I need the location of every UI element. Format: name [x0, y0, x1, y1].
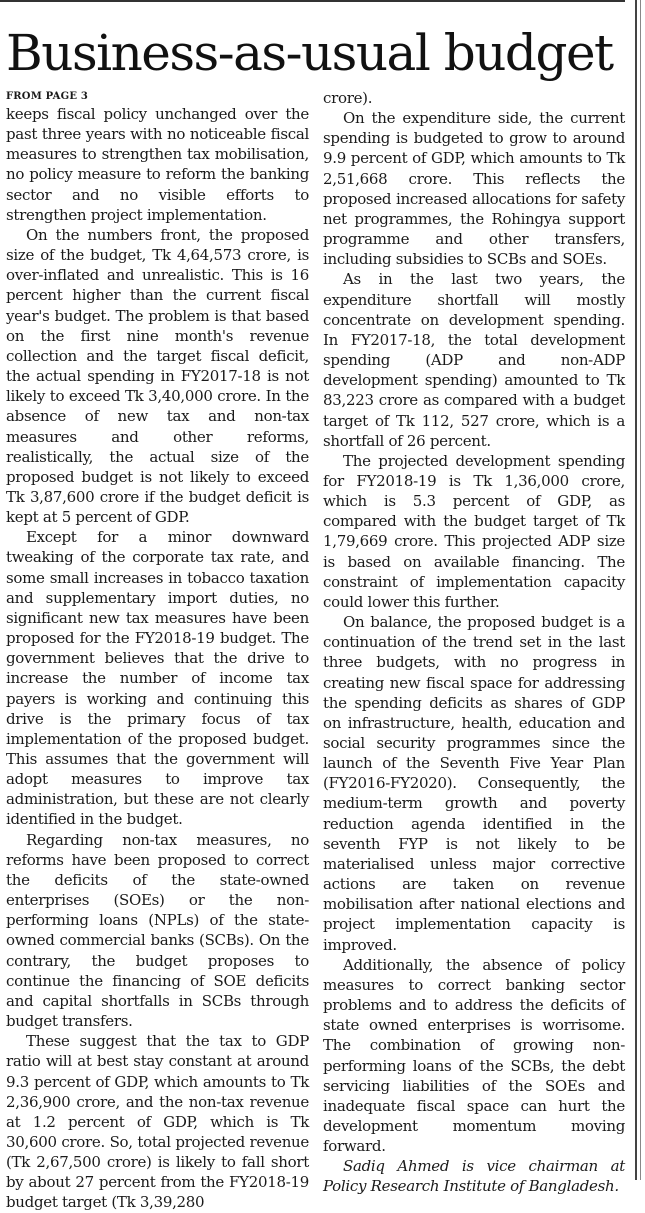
paragraph: Except for a minor downward tweaking of the corporate tax rate, and some small increases in tobacco taxation and supplementary import duties, no significant new tax measures have been proposed for the FY2018-19 budget. The government believes that the drive to increase the number of income tax payers is working and continuing this drive is the primary focus of tax implementation of the proposed budget. This assumes that the government will adopt measures to improve tax administration, but these are not clearly identified in the budget. — [6, 528, 309, 829]
paragraph: On the numbers front, the proposed size of the budget, Tk 4,64,573 crore, is over-inflated and unrealistic. This is 16 percent higher than the current fiscal year's budget. The problem is that based on the first nine month's revenue collection and the target fiscal deficit, the actual spending in FY2017-18 is not likely to exceed Tk 3,40,000 crore. In the absence of new tax and non-tax measures and other reforms, realistically, the actual size of the proposed budget is not likely to exceed Tk 3,87,600 crore if the budget deficit is kept at 5 percent of GDP. — [6, 225, 309, 527]
paragraph: crore). — [323, 89, 373, 107]
jump-label: FROM PAGE 3 — [6, 91, 89, 102]
headline: Business-as-usual budget — [6, 24, 613, 82]
paragraph: On balance, the proposed budget is a continuation of the trend set in the last three budgets, with no progress in creating new fiscal space for addressing the spending deficits as shares of GDP on infrastructure, health, education and social security programmes since the launch of the Seventh Five Year Plan (FY2016-FY2020). Consequently, the medium-term growth and poverty reduction agenda identified in the seventh FYP is not likely to be materialised unless major corrective actions are taken on revenue mobilisation after national elections and project implementation capacity is improved. — [323, 613, 625, 954]
column-right — [323, 88, 625, 1196]
paragraph: The projected development spending for FY2018-19 is Tk 1,36,000 crore, which is 5.3 percent of GDP, as compared with the budget target of Tk 1,79,669 crore. This projected ADP size is based on available financing. The constraint of implementation capacity could lower this further. — [323, 451, 625, 611]
paragraph: These suggest that the tax to GDP ratio will at best stay constant at around 9.3 percent of GDP, which amounts to Tk 2,36,900 crore, and the non-tax revenue at 1.2 percent of GDP, which is Tk 30,600 crore. So, total projected revenue (Tk 2,67,500 crore) is likely to fall short by about 27 percent from the FY2018-19 budget target (Tk 3,39,280 — [6, 1032, 309, 1212]
top-rule — [0, 0, 625, 2]
page-gutter — [635, 0, 645, 1180]
column-left — [6, 90, 309, 1212]
paragraph: Regarding non-tax measures, no reforms have been proposed to correct the deficits of the state-owned enterprises (SOEs) or the non-performing loans (NPLs) of the state-owned commercial banks (SCBs). On the contrary, the budget proposes to continue the financing of SOE deficits and capital shortfalls in SCBs through budget transfers. — [6, 830, 309, 1031]
paragraph: keeps fiscal policy unchanged over the past three years with no noticeable fiscal measures to strengthen tax mobilisation, no policy measure to reform the banking sector and no visible efforts to strengthen project implementation. — [6, 105, 309, 224]
paragraph: As in the last two years, the expenditure shortfall will mostly concentrate on development spending. In FY2017-18, the total development spending (ADP and non-ADP development spending) amounted to Tk 83,223 crore as compared with a budget target of Tk 112, 527 crore, which is a shortfall of 26 percent. — [323, 270, 625, 450]
author-byline: Sadiq Ahmed is vice chairman at Policy Research Institute of Bangladesh. — [323, 1157, 625, 1196]
paragraph: Additionally, the absence of policy measures to correct banking sector problems and to address the deficits of state owned enterprises is worrisome. The combination of growing non-performing loans of the SCBs, the debt servicing liabilities of the SOEs and inadequate fiscal space can hurt the development momentum moving forward. — [323, 955, 625, 1156]
paragraph: On the expenditure side, the current spending is budgeted to grow to around 9.9 percent of GDP, which amounts to Tk 2,51,668 crore. This reflects the proposed increased allocations for safety net programmes, the Rohingya support programme and other transfers, including subsidies to SCBs and SOEs. — [323, 109, 625, 269]
